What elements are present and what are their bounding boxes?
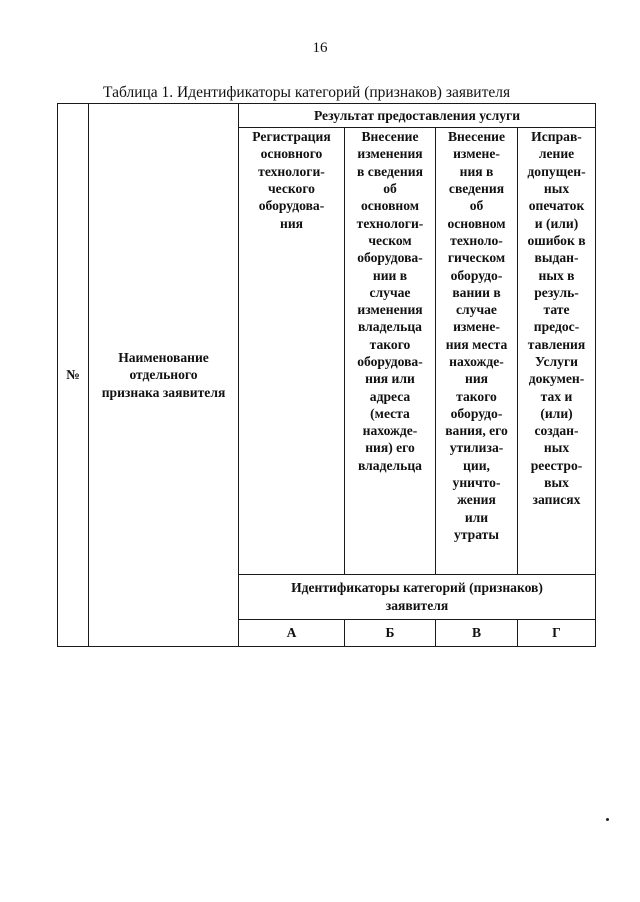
- cell-line: в сведения: [357, 163, 423, 179]
- cell-line: (или): [540, 405, 573, 421]
- cell-line: ных: [543, 440, 570, 456]
- number-column-header: №: [58, 104, 89, 647]
- identifiers-group-header: [239, 574, 596, 619]
- cell-line: вых: [544, 475, 569, 491]
- cell-line: основного: [260, 146, 323, 162]
- cell-line: предос-: [533, 319, 580, 335]
- cell-line: записях: [532, 492, 581, 508]
- cell-line: выдан-: [534, 250, 579, 266]
- result-group-header: Результат предоставления услуги: [239, 104, 596, 128]
- cell-line: оборудова-: [357, 250, 423, 266]
- cell-line: ческого: [268, 181, 315, 197]
- column-header-registration: [239, 128, 345, 574]
- scan-speck: [606, 818, 609, 821]
- cell-line: признака заявителя: [101, 384, 226, 400]
- cell-line: гическом: [447, 250, 506, 266]
- cell-line: Услуги: [535, 353, 578, 369]
- cell-line: отдельного: [129, 367, 198, 383]
- page-number: 16: [312, 40, 328, 56]
- identifier-v: В: [436, 619, 518, 646]
- cell-line: ния или: [365, 371, 415, 387]
- identifier-g: Г: [518, 619, 596, 646]
- cell-line: сведения: [448, 181, 505, 197]
- column-header-owner-change: [345, 128, 436, 574]
- cell-line: основном: [360, 198, 420, 214]
- cell-line: Идентификаторы категорий (признаков): [291, 580, 543, 596]
- cell-line: жения: [457, 492, 496, 508]
- cell-line: реестро-: [530, 457, 583, 473]
- cell-line: нии в: [372, 267, 408, 283]
- cell-line: ции,: [463, 457, 490, 473]
- cell-line: вания, его: [445, 423, 508, 439]
- cell-line: ных в: [538, 267, 575, 283]
- cell-line: уничто-: [452, 475, 501, 491]
- cell-line: случае: [456, 302, 497, 318]
- cell-line: оборудо-: [450, 405, 503, 421]
- cell-line: ния в: [459, 163, 494, 179]
- cell-line: оборудова-: [258, 198, 325, 214]
- cell-line: оборудова-: [357, 353, 423, 369]
- name-column-header: [89, 104, 239, 647]
- cell-line: об: [383, 181, 397, 197]
- cell-line: изменения: [357, 302, 423, 318]
- cell-line: нахожде-: [449, 353, 504, 369]
- cell-line: докумен-: [528, 371, 585, 387]
- cell-line: ных: [543, 181, 570, 197]
- cell-line: опечаток: [528, 198, 585, 214]
- cell-line: такого: [456, 388, 497, 404]
- cell-line: Внесение: [361, 129, 419, 145]
- cell-line: технологи-: [258, 163, 325, 179]
- cell-line: утраты: [454, 526, 499, 542]
- cell-line: ление: [538, 146, 575, 162]
- cell-line: владельца: [358, 457, 422, 473]
- cell-line: ния: [279, 215, 304, 231]
- cell-line: и (или): [534, 215, 579, 231]
- cell-line: ошибок в: [527, 232, 586, 248]
- identifiers-table: [57, 103, 596, 647]
- cell-line: тах и: [540, 388, 573, 404]
- cell-line: об: [469, 198, 484, 214]
- cell-line: Регистрация: [252, 129, 331, 145]
- cell-line: допущен-: [527, 163, 586, 179]
- cell-line: Исправ-: [531, 129, 582, 145]
- cell-line: такого: [369, 336, 411, 352]
- cell-line: или: [464, 509, 489, 525]
- cell-line: (места: [370, 405, 410, 421]
- column-header-location-change: [436, 128, 518, 574]
- cell-line: тате: [543, 302, 570, 318]
- cell-line: ния) его: [365, 440, 415, 456]
- cell-line: вании в: [452, 284, 501, 300]
- cell-line: тавления: [527, 336, 586, 352]
- cell-line: создан-: [534, 423, 579, 439]
- cell-line: ческом: [368, 232, 412, 248]
- column-header-error-correction: [518, 128, 596, 574]
- cell-line: изменения: [357, 146, 423, 162]
- cell-line: оборудо-: [450, 267, 503, 283]
- identifier-b: Б: [345, 619, 436, 646]
- cell-line: случае: [369, 284, 411, 300]
- cell-line: Наименование: [118, 350, 209, 366]
- cell-line: технологи-: [356, 215, 424, 231]
- cell-line: техноло-: [450, 232, 503, 248]
- cell-line: измене-: [453, 146, 500, 162]
- table-caption: Таблица 1. Идентификаторы категорий (признаков) заявителя: [103, 84, 511, 101]
- cell-line: ния места: [445, 336, 508, 352]
- cell-line: измене-: [453, 319, 500, 335]
- cell-line: основном: [447, 215, 506, 231]
- cell-line: заявителя: [385, 597, 449, 613]
- cell-line: резуль-: [534, 284, 579, 300]
- cell-line: нахожде-: [362, 423, 418, 439]
- cell-line: владельца: [358, 319, 422, 335]
- cell-line: Внесение: [447, 129, 506, 145]
- identifier-a: А: [239, 619, 345, 646]
- cell-line: адреса: [369, 388, 411, 404]
- cell-line: ния: [464, 371, 489, 387]
- cell-line: утилиза-: [449, 440, 504, 456]
